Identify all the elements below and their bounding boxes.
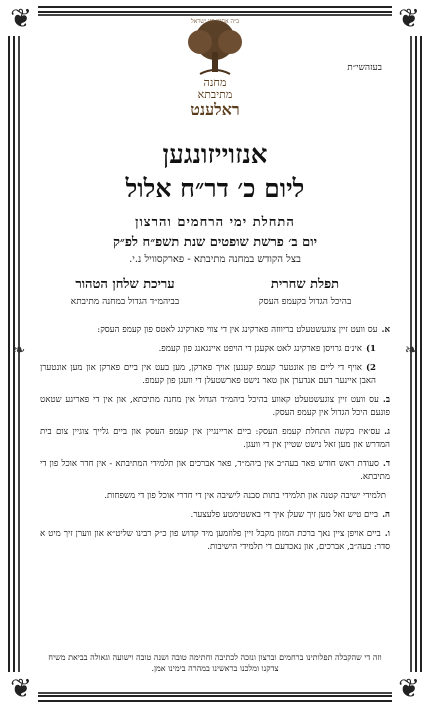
column-shacharis	[220, 276, 390, 307]
subheading: התחלת ימי הרחמים והרצון	[135, 215, 295, 230]
item-text: עס׳איז בקשה התחלת קעמפ העסק: ביים אריינגיין אין קעמפ העסק און ביים גלייך צוגיין צום בית המדרש און מען זאל נישט שטיין אין די וועגן.	[40, 427, 390, 450]
item-number: 2)	[365, 363, 376, 373]
column-heading: עריכת שלחן הטהור	[75, 277, 175, 292]
column-sub: בהיכל הגדול בקעמפ העסק	[258, 297, 352, 307]
corner-ornament-icon: ❦	[4, 672, 38, 706]
page-title: אנזוייזונגען	[162, 140, 268, 170]
logo-arc-text: ב״ה אחינו בני ישראל	[190, 18, 240, 25]
side-ornament-icon: ❧	[404, 340, 418, 359]
item-text: סעודת ראש חודש פאר בעה״ב אין ביהמ״ד, פאר אברכים און תלמידי המתיבתא - אין חדר אוכל פון די מתיבתא.	[40, 459, 390, 482]
list-item	[40, 343, 376, 356]
logo-text-line3: ראלענט	[190, 100, 240, 119]
corner-ornament-icon: ❦	[4, 2, 38, 36]
item-text: ביים טיש זאל מען זיך שעלן איך די באשטימטע פלעצער.	[190, 510, 379, 520]
list-item	[40, 426, 390, 452]
tree-icon	[170, 16, 260, 76]
item-number: א.	[381, 325, 390, 335]
page-subtitle: ליום כ׳ דר״ח אלול	[125, 174, 305, 203]
item-number: ד.	[382, 459, 390, 469]
list-item	[40, 509, 390, 522]
location-line: בצל הקודש במחנה מתיבתא - פארקסוויל נ.י.	[129, 254, 301, 265]
item-number: ה.	[382, 510, 390, 520]
column-heading: תפלת שחרית	[270, 277, 340, 292]
item-text: ביים אויפן ציין נאך ברכת המזון מקבל זיין פלוזמען מיד קדוש פון כ״ק רבינו שליט״א און ווערן זיך מיט א סדר: בעה״ב, אברכים, און נאכדעם די תלמידי הישיבות.	[40, 529, 390, 552]
side-ornament-icon: ❧	[12, 340, 26, 359]
item-text: עס וועט זיין צוגעשטעלט בריווזה פארקינג אין די צווי פארקינג לאטס פון קעמפ העסק:	[97, 325, 378, 335]
list-item	[40, 458, 390, 484]
column-shulchan	[40, 276, 210, 307]
item-number: ג.	[384, 427, 390, 437]
list-item	[40, 362, 376, 388]
item-text: אויף די ליים פון אונטער קעמפ קענען אויך פארקן, מען בעט אין ביים פארקן און מען אונטערן האבן איינער דעם אנדערן און טאר נישט פארשטעלן די וועגן פון קעמפ.	[40, 363, 376, 386]
closing-blessing: וזה די שהקבלה תפלותינו ברחמים וברצון ונזכה לכתיבה וחתימה טובה ושנה טובה וישועה וגאולה בביאת משיח צדקנו ומלכנו בראשינו במהרה בימינו אמן.	[48, 653, 382, 673]
item-text: עס וועט זיין צוגעשטעלט קאווע בהיכל ביהמ״ד הגדול אין מחנה מתיבתא, און אין די פאריגע שטאט פונעם היכל הגדול אין קעמפ העסק.	[40, 395, 390, 418]
corner-ornament-icon: ❦	[392, 672, 426, 706]
logo-text-line1: מחנה	[203, 76, 227, 89]
corner-ornament-icon: ❦	[392, 2, 426, 36]
column-sub: בביהמ״ד הגדול במחנה מתיבתא	[70, 297, 180, 307]
list-item	[40, 490, 390, 503]
bsd-label: בעזהשי״ת	[347, 63, 382, 73]
logo	[170, 16, 260, 120]
item-number: ו.	[384, 529, 390, 539]
list-item	[40, 394, 390, 420]
instruction-list	[40, 324, 390, 560]
date-line: יום ב׳ פרשת שופטים שנת תשפ״ח לפ״ק	[112, 235, 318, 250]
poster-content	[40, 14, 390, 684]
list-item	[40, 528, 390, 554]
item-text: תלמידי ישיבה קטנה און תלמידי בתות סבנה לישיבה אין די חדרי אוכל פון די משפחות.	[104, 491, 386, 501]
item-text: אינ׳ם גרויסן פארקינג לאט אקעגן די הויפט איינגאנג פון קעמפ.	[158, 344, 362, 354]
item-number: 1)	[365, 344, 376, 354]
logo-text-line2: מתיבתא	[197, 88, 233, 101]
list-item	[40, 324, 390, 337]
item-number: ב.	[382, 395, 390, 405]
